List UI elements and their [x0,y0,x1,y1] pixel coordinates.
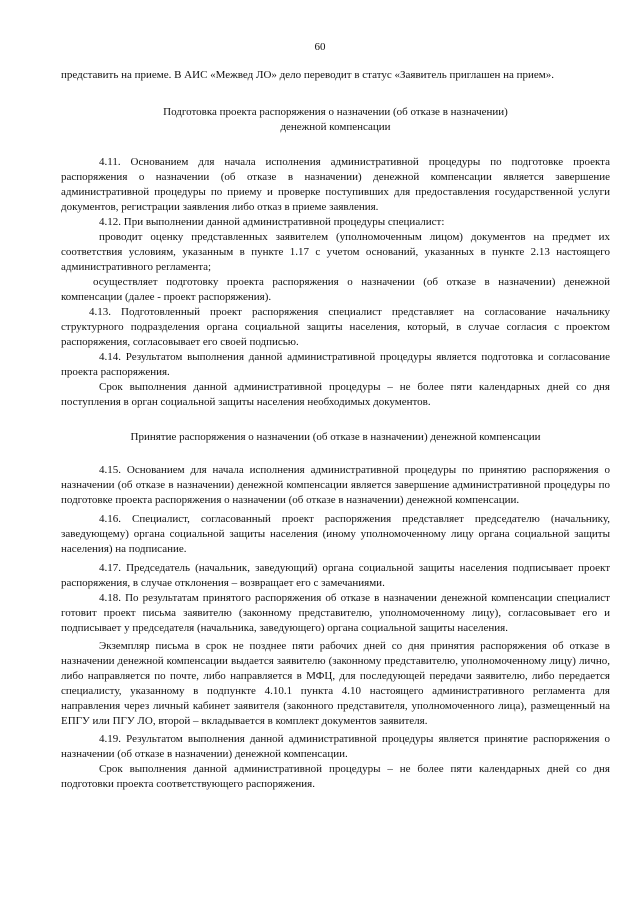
intro-paragraph: представить на приеме. В АИС «Межвед ЛО» дело переводит в статус «Заявитель приглашен на прием». [61,69,554,81]
section1-title-line1: Подготовка проекта распоряжения о назначении (об отказе в назначении) [163,106,508,118]
paragraph-4-18-b: Экземпляр письма в срок не позднее пяти рабочих дней со дня принятия распоряжения об отказе в назначении денежной компенсации выдается заявителю (законному представителю, уполномоченному лицу) лично, либо направляется по почте, либо направляется в МФЦ, для последующей передачи заявителю, либо передается специалисту, указанному в подпункте 4.10.1 пункта 4.10 настоящего административного регламента для направления через личный кабинет заявителя (законного представителя, уполномоченного лица), размещенный на ЕПГУ или ПГУ ЛО, второй – вкладывается в комплект документов заявителя. [61,640,610,727]
paragraph-4-19: 4.19. Результатом выполнения данной административной процедуры является принятие распоряжения о назначении (об отказе в назначении) денежной компенсации. [61,733,610,760]
paragraph-4-16: 4.16. Специалист, согласованный проект распоряжения представляет председателю (начальнику, заведующему) органа социальной защиты населения (иному уполномоченному лицу органа социальной защиты населения) на подписание. [61,513,610,555]
paragraph-4-17: 4.17. Председатель (начальник, заведующий) органа социальной защиты населения подписывает проект распоряжения, в случае отклонения – возвращает его с замечаниями. [61,562,610,589]
paragraph-4-15: 4.15. Основанием для начала исполнения административной процедуры по принятию распоряжения о назначении (об отказе в назначении) денежной компенсации является завершение административной процедуры по подготовке проекта распоряжения о назначении (об отказе в назначении) денежной компенсации. [61,464,610,506]
paragraph-4-18: 4.18. По результатам принятого распоряжения об отказе в назначении денежной компенсации специалист готовит проект письма заявителю (законному представителю, уполномоченному лицу), согласовывает его и подписывает у председателя (начальника, заведующего) органа социальной защиты населения. [61,592,610,634]
paragraph-4-11: 4.11. Основанием для начала исполнения административной процедуры по подготовке проекта распоряжения о назначении (об отказе в назначении) денежной компенсации является завершение административной процедуры по приему и проверке поступивших для предоставления государственной услуги документов, регистрации заявления либо отказ в приеме заявления. [61,156,610,213]
paragraph-4-13: 4.13. Подготовленный проект распоряжения специалист представляет на согласование начальнику структурного подразделения органа социальной защиты населения, который, в случае согласия с проектом распоряжения, согласовывает его своей подписью. [61,306,610,348]
document-body [61,68,610,792]
page-number: 60 [314,41,326,53]
paragraph-4-19-term: Срок выполнения данной административной процедуры – не более пяти календарных дней со дня подготовки проекта соответствующего распоряжения. [61,763,610,790]
paragraph-4-12: 4.12. При выполнении данной административной процедуры специалист: [99,216,445,228]
section2-title: Принятие распоряжения о назначении (об отказе в назначении) денежной компенсации [130,431,541,443]
paragraph-4-12-b: осуществляет подготовку проекта распоряжения о назначении (об отказе в назначении) денежной компенсации (далее - проект распоряжения). [61,276,610,303]
paragraph-4-12-a: проводит оценку представленных заявителем (уполномоченным лицом) документов на предмет их соответствия условиям, указанным в пункте 1.17 с учетом оснований, указанных в пункте 2.13 настоящего административного регламента; [61,231,610,273]
section1-title-line2: денежной компенсации [280,121,391,133]
paragraph-4-14: 4.14. Результатом выполнения данной административной процедуры является подготовка и согласование проекта распоряжения. [61,351,610,378]
paragraph-4-14-term: Срок выполнения данной административной процедуры – не более пяти календарных дней со дня поступления в орган социальной защиты населения необходимых документов. [61,381,610,408]
